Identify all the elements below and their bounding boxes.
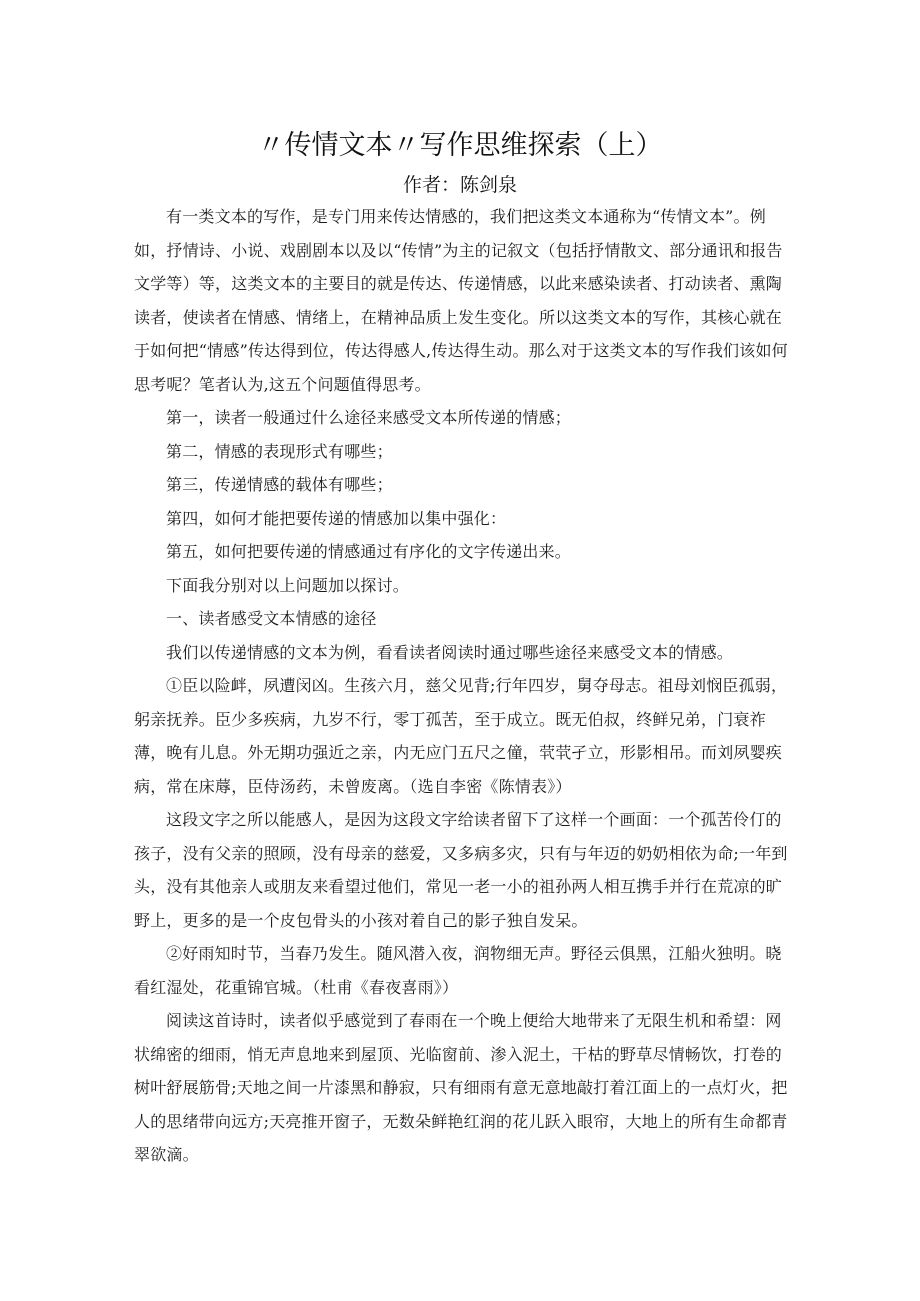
document-title: 〃传情文本〃写作思维探索（上） — [257, 130, 663, 161]
document-author: 作者：陈剑泉 — [402, 174, 517, 196]
paragraph: 第三，传递情感的载体有哪些； — [166, 475, 393, 494]
paragraph: 我们以传递情感的文本为例，看看读者阅读时通过哪些途径来感受文本的情感。 — [166, 642, 734, 662]
quoted-passage: ①臣以险衅，夙遭闵凶。生孩六月，慈父见背;行年四岁，舅夺母志。祖母刘悯臣孤弱，躬亲抚养。臣少多疾病，九岁不行，零丁孤苦，至于成立。既无伯叔，终鲜兄弟，门衰祚薄，晚有儿息。外无期功强近之亲，内无应门五尺之僮，茕茕孑立，形影相吊。而刘夙婴疾病，常在床蓐，臣侍汤药，未曾废离。（选自李密《陈情表》） — [134, 676, 788, 796]
quoted-passage: ②好雨知时节，当春乃发生。随风潜入夜，润物细无声。野径云俱黑，江船火独明。晓看红湿处，花重锦官城。（杜甫《春夜喜雨》） — [134, 944, 782, 997]
paragraph: 第五，如何把要传递的情感通过有序化的文字传递出来。 — [166, 542, 572, 561]
paragraph: 第一，读者一般通过什么途径来感受文本所传递的情感； — [166, 408, 572, 427]
document-body — [134, 200, 789, 1172]
paragraph: 第二，情感的表现形式有哪些； — [166, 441, 393, 461]
paragraph: 第四，如何才能把要传递的情感加以集中强化： — [166, 508, 507, 528]
paragraph: 有一类文本的写作，是专门用来传达情感的，我们把这类文本通称为“传情文本”。例如，抒情诗、小说、戏剧剧本以及以“传情”为主的记叙文（包括抒情散文、部分通讯和报告文学等）等，这类文本的主要目的就是传达、传递情感，以此来感染读者、打动读者、熏陶读者，使读者在情感、情绪上，在精神品质上发生变化。所以这类文本的写作，其核心就在于如何把“情感”传达得到位，传达得感人,传达得生动。那么对于这类文本的写作我们该如何思考呢？笔者认为,这五个问题值得思考。 — [134, 207, 788, 394]
paragraph: 这段文字之所以能感人，是因为这段文字给读者留下了这样一个画面：一个孤苦伶仃的孩子，没有父亲的照顾，没有母亲的慈爱，又多病多灾，只有与年迈的奶奶相依为命;一年到头，没有其他亲人或朋友来看望过他们，常见一老一小的祖孙两人相互携手并行在荒凉的旷野上，更多的是一个皮包骨头的小孩对着自己的影子独自发呆。 — [134, 810, 788, 930]
section-heading: 一、读者感受文本情感的途径 — [166, 609, 377, 628]
paragraph: 下面我分别对以上问题加以探讨。 — [166, 575, 410, 595]
paragraph: 阅读这首诗时，读者似乎感觉到了春雨在一个晚上便给大地带来了无限生机和希望：网状绵密的细雨，悄无声息地来到屋顶、光临窗前、渗入泥土，干枯的野草尽情畅饮，打卷的树叶舒展筋骨;天地之间一片漆黑和静寂，只有细雨有意无意地敲打着江面上的一点灯火，把人的思绪带向远方;天亮推开窗子，无数朵鲜艳红润的花儿跃入眼帘，大地上的所有生命都青翠欲滴。 — [134, 1011, 788, 1164]
